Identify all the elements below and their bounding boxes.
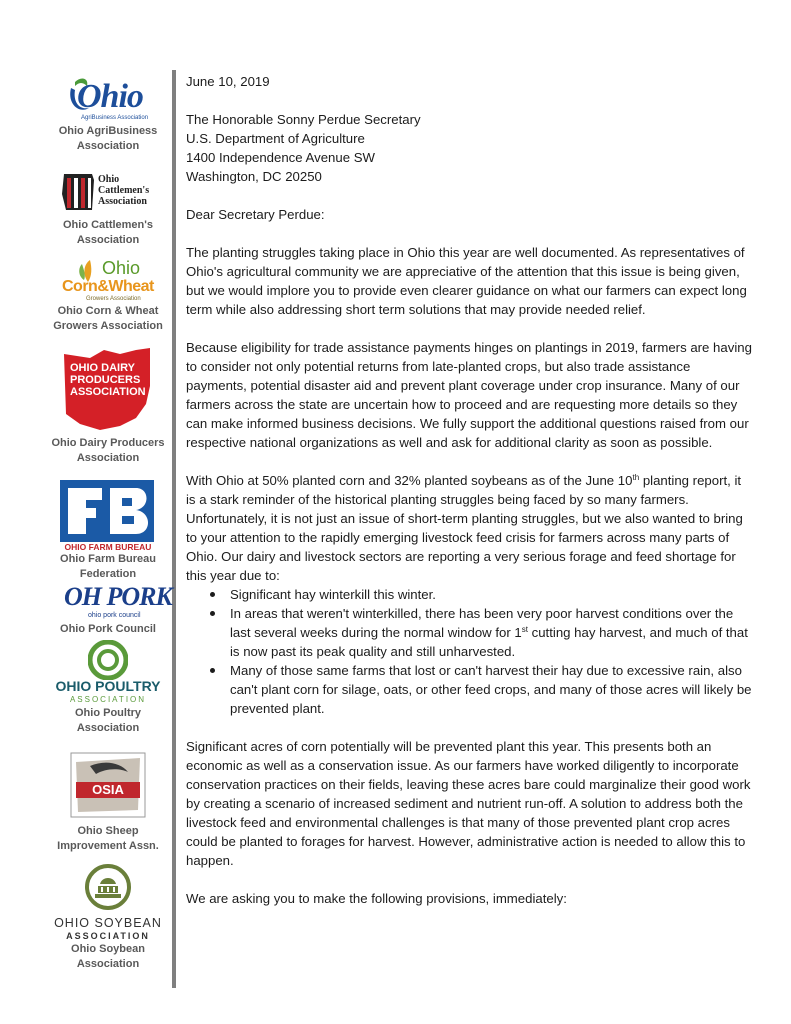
- address-line: U.S. Department of Agriculture: [186, 131, 365, 146]
- ohio-agribusiness-logo: [53, 74, 163, 124]
- ohio-corn-wheat-logo-small: Growers Association: [86, 296, 141, 302]
- org-caption: Ohio AgriBusiness Association: [58, 125, 158, 152]
- feed-shortage-list: [186, 585, 754, 718]
- ohio-dairy-producers-logo: [60, 346, 156, 434]
- org-caption: Ohio Farm Bureau Federation: [60, 553, 156, 580]
- org-dairy-producers: [46, 346, 170, 466]
- paragraph-provisions: We are asking you to make the following provisions, immediately:: [186, 891, 567, 906]
- org-pork-council: [46, 584, 170, 637]
- ohio-poultry-logo: [46, 640, 170, 708]
- ohio-cattlemens-logo: [58, 170, 158, 214]
- ohio-dairy-producers-logo-text: OHIO DAIRY PRODUCERS ASSOCIATION: [70, 362, 146, 398]
- sidebar-organizations: [46, 70, 170, 990]
- address-line: Washington, DC 20250: [186, 169, 322, 184]
- ohio-farm-bureau-logo: [60, 480, 156, 552]
- ohio-sheep-logo-text: OSIA: [92, 782, 124, 797]
- org-farm-bureau: [46, 480, 170, 582]
- paragraph-planting-struggles: The planting struggles taking place in Ohio this year are well documented. As representatives of Ohio's agricultural community we are appreciative of the attention that this issue is being given, but we would implore you to provide even clearer guidance on what our farmers can expect long term while also addressing short term solutions that may provide needed relief.: [186, 245, 747, 317]
- org-sheep-improvement: [46, 752, 170, 854]
- ohio-corn-wheat-logo: [56, 258, 160, 304]
- ohio-cattlemens-logo-text: Ohio Cattlemen's Association: [98, 174, 150, 207]
- letter-body: [186, 72, 754, 908]
- ohio-sheep-improvement-logo: [70, 752, 146, 818]
- ohio-agribusiness-logo-sub: AgriBusiness Association: [81, 115, 149, 121]
- org-caption: Ohio Soybean Association: [71, 943, 145, 970]
- list-item: Many of those same farms that lost or can't harvest their hay due to excessive rain, also can't plant corn for silage, oats, or other feed crops, and many of those acres will likely be prevented plant.: [186, 661, 754, 718]
- ohio-pork-logo-sub: ohio pork council: [88, 612, 141, 619]
- paragraph-trade-assistance: Because eligibility for trade assistance payments hinges on plantings in 2019, farmers are having to consider not only potential returns from late-planted crops, but also trade assistance payments, potential disaster aid and prevent plant coverage under crop insurance. Many of our farmers across the state are uncertain how to proceed and are requesting more details so they can make informed business decisions. We fully support the additional questions raised from our respective national organizations as well and ask for additional clarity as soon as possible.: [186, 340, 752, 450]
- list-item: Significant hay winterkill this winter.: [186, 585, 754, 604]
- ohio-pork-council-logo: [58, 582, 172, 622]
- org-agribusiness: [46, 74, 170, 154]
- ohio-soybean-logo: [46, 864, 170, 944]
- sidebar-divider: [172, 70, 176, 988]
- address-line: The Honorable Sonny Perdue Secretary: [186, 112, 421, 127]
- ohio-soybean-logo-text: OHIO SOYBEAN: [54, 916, 162, 930]
- org-caption: Ohio Corn & Wheat Growers Association: [53, 305, 163, 332]
- paragraph-planting-report: With Ohio at 50% planted corn and 32% planted soybeans as of the June 10th planting report, it is a stark reminder of the historical planting struggles being faced by so many farmers. Unfortunately, it is not just an issue of short-term planting struggles, but we also wanted to bring to your attention to the rapidly emerging livestock feed crisis for farmers across many parts of Ohio. Our dairy and livestock sectors are reporting a very serious forage and feed shortage for this year due to:: [186, 473, 743, 583]
- ohio-farm-bureau-logo-text: OHIO FARM BUREAU: [64, 542, 152, 552]
- org-caption: Ohio Cattlemen's Association: [62, 219, 154, 246]
- ohio-pork-logo-text: OH PORK: [64, 582, 172, 611]
- org-soybean: [46, 864, 170, 972]
- org-poultry: [46, 640, 170, 736]
- salutation: Dear Secretary Perdue:: [186, 207, 325, 222]
- org-corn-wheat: [46, 258, 170, 334]
- letter-date: June 10, 2019: [186, 74, 270, 89]
- ohio-poultry-logo-text: OHIO POULTRY: [55, 678, 161, 694]
- paragraph-prevented-plant: Significant acres of corn potentially will be prevented plant this year. This presents both an economic as well as a conservation issue. As our farmers have worked diligently to incorporate conservation practices on their fields, leaving these acres bare could marginalize their good work by creating a scenario of increased sediment and nutrient run-off. A solution to address both the livestock feed and environmental challenges is that many of those prevented plant crop acres could be planted to forages for harvest. However, administrative action is needed to allow this to happen.: [186, 739, 751, 868]
- ohio-poultry-logo-sub: ASSOCIATION: [69, 695, 147, 704]
- org-caption: Ohio Poultry Association: [75, 707, 141, 734]
- ohio-soybean-logo-sub: ASSOCIATION: [66, 931, 150, 941]
- ohio-corn-wheat-logo-text: Ohio: [102, 258, 141, 278]
- org-cattlemen: [46, 170, 170, 248]
- org-caption: Ohio Pork Council: [60, 623, 156, 635]
- org-caption: Ohio Dairy Producers Association: [51, 437, 165, 464]
- org-caption: Ohio Sheep Improvement Assn.: [57, 825, 159, 852]
- ohio-corn-wheat-logo-sub: Corn&Wheat: [62, 278, 154, 295]
- ohio-agribusiness-logo-text: Ohio: [77, 78, 143, 115]
- list-item: In areas that weren't winterkilled, there has been very poor harvest conditions over the last several weeks during the normal window for 1st cutting hay harvest, and much of that is now past its peak quality and still unharvested.: [186, 604, 754, 661]
- address-line: 1400 Independence Avenue SW: [186, 150, 375, 165]
- recipient-address: [186, 110, 754, 186]
